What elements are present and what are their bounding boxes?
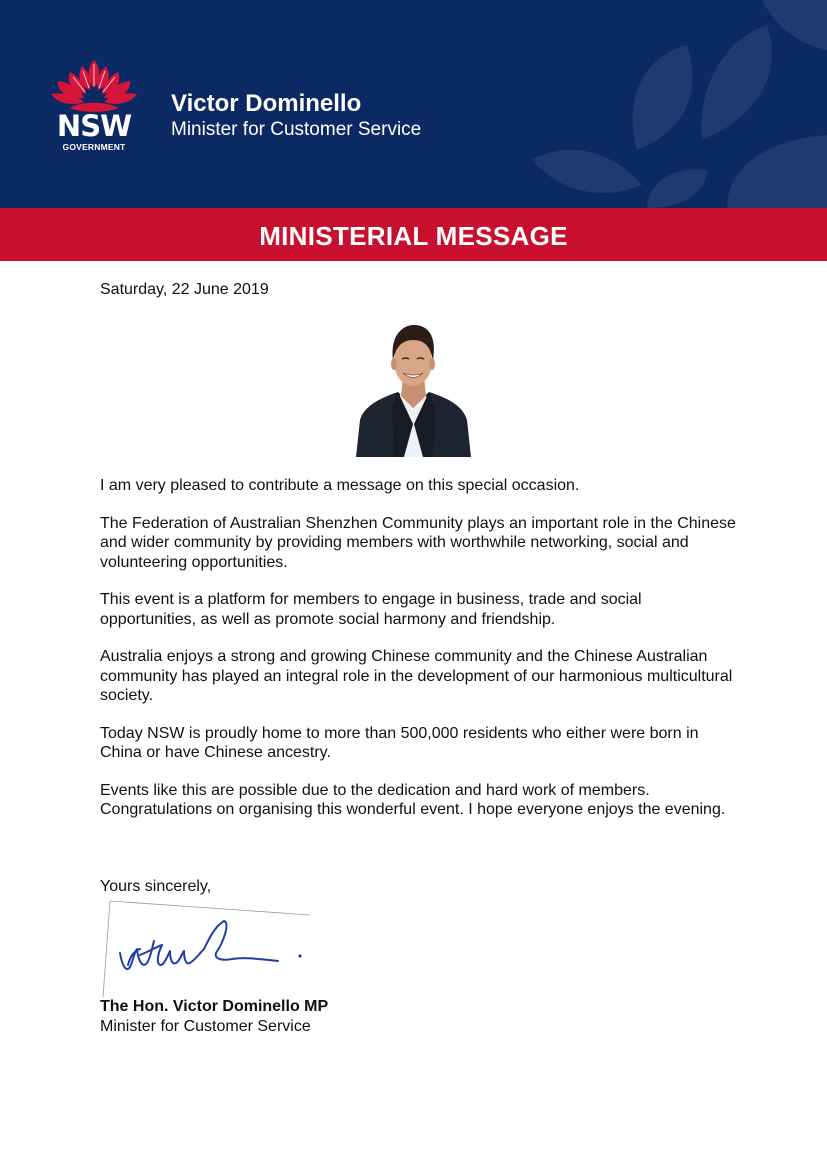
minister-title: Minister for Customer Service — [171, 119, 422, 140]
letter-paragraph: The Federation of Australian Shenzhen Community plays an important role in the Chinese and wider community by providing members with worthwhile networking, social and volunteering opportunities. — [100, 514, 736, 571]
letter-paragraph: I am very pleased to contribute a message on this special occasion. — [100, 477, 580, 494]
government-label: GOVERNMENT — [62, 142, 126, 152]
letter-paragraph: Events like this are possible due to the dedication and hard work of members. Congratulations on organising this wonderful event. I hope everyone enjoys the evening. — [100, 781, 726, 818]
ministerial-message-banner — [0, 208, 827, 261]
signatory-role: Minister for Customer Service — [100, 1018, 311, 1035]
handwritten-signature — [100, 893, 315, 998]
minister-portrait — [356, 318, 471, 457]
letter-paragraph: This event is a platform for members to engage in business, trade and social opportunities, as well as promote social harmony and friendship. — [100, 591, 642, 628]
letterhead-header — [0, 0, 827, 208]
letter-date: Saturday, 22 June 2019 — [100, 281, 269, 298]
portrait-photo — [356, 318, 471, 457]
letter-paragraph: Australia enjoys a strong and growing Chinese community and the Chinese Australian community has played an integral role in the development of our harmonious multicultural society. — [100, 648, 733, 704]
banner-title: MINISTERIAL MESSAGE — [259, 221, 568, 251]
letter-closing: Yours sincerely, — [100, 878, 212, 895]
nsw-wordmark: NSW — [56, 109, 132, 143]
letter-body — [100, 476, 740, 838]
signatory-name: The Hon. Victor Dominello MP — [100, 998, 329, 1015]
nsw-government-logo — [48, 56, 140, 156]
waratah-watermark — [527, 0, 827, 208]
minister-name: Victor Dominello — [171, 90, 362, 117]
letter-paragraph: Today NSW is proudly home to more than 500,000 residents who either were born in China or have Chinese ancestry. — [100, 724, 699, 761]
waratah-icon — [48, 56, 140, 114]
